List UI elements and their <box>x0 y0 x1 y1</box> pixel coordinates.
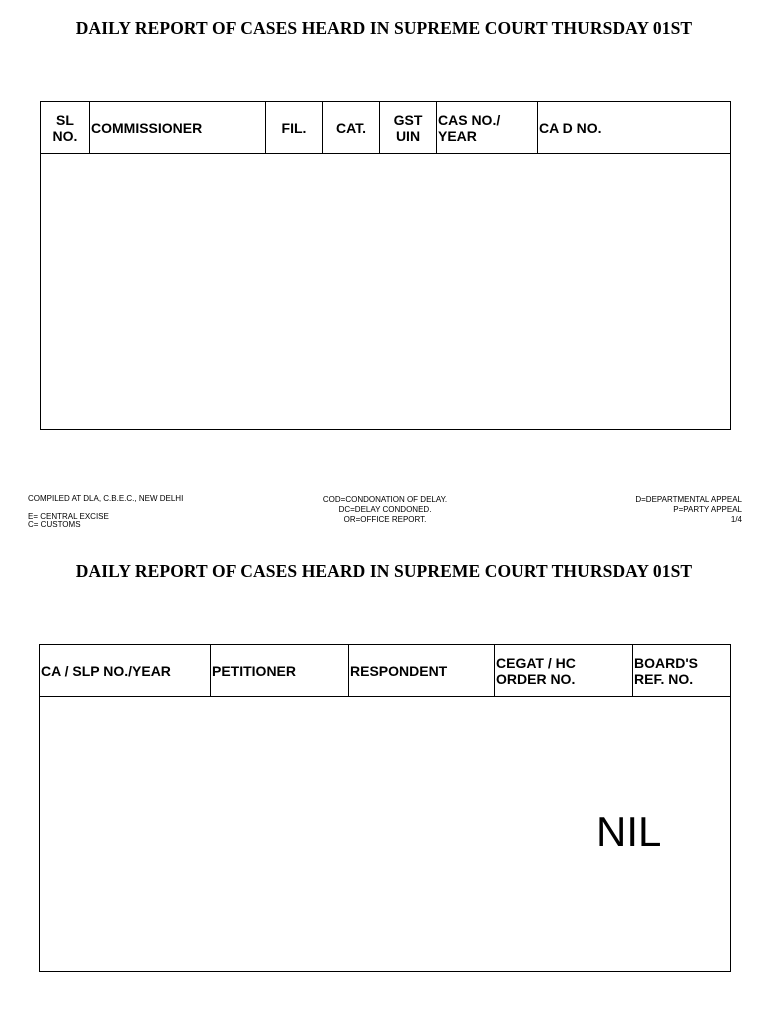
report-title-1: DAILY REPORT OF CASES HEARD IN SUPREME COURT THURSDAY 01ST <box>75 18 693 38</box>
cases-table-1 <box>40 101 731 430</box>
footer-departmental-appeal: D=DEPARTMENTAL APPEAL <box>635 495 742 504</box>
nil-text: NIL <box>596 808 662 855</box>
header-boards-ref-no: BOARD'S REF. NO. <box>634 654 698 687</box>
header-cat: CAT. <box>323 102 380 153</box>
footer-customs: C= CUSTOMS <box>28 520 81 527</box>
page-number: 1/4 <box>730 515 742 524</box>
report-title-2: DAILY REPORT OF CASES HEARD IN SUPREME COURT THURSDAY 01ST <box>75 561 693 581</box>
footer-compiled: COMPILED AT DLA, C.B.E.C., NEW DELHI <box>28 494 184 503</box>
header-cegat-hc-order-no: CEGAT / HC ORDER NO. <box>495 645 633 696</box>
header-petitioner: PETITIONER <box>211 645 349 696</box>
header-respondent: RESPONDENT <box>349 645 495 696</box>
header-cad-no: CA D NO. <box>539 119 602 136</box>
footer-cod: COD=CONDONATION OF DELAY. <box>322 495 448 504</box>
footer-or: OR=OFFICE REPORT. <box>343 515 427 524</box>
footer-central-excise: E= CENTRAL EXCISE <box>28 512 109 521</box>
header-ca-slp-no-year: CA / SLP NO./YEAR <box>40 645 211 696</box>
header-divider <box>40 696 730 697</box>
footer-party-appeal: P=PARTY APPEAL <box>673 505 742 514</box>
header-gst-uin: GST UIN <box>380 102 437 153</box>
header-divider <box>41 153 730 154</box>
header-cas-no-year: CAS NO./ YEAR <box>437 102 538 153</box>
footer-dc: DC=DELAY CONDONED. <box>338 505 432 514</box>
header-commissioner: COMMISSIONER <box>90 102 266 153</box>
header-sl-no: SL NO. <box>41 102 90 153</box>
header-fil: FIL. <box>266 102 323 153</box>
